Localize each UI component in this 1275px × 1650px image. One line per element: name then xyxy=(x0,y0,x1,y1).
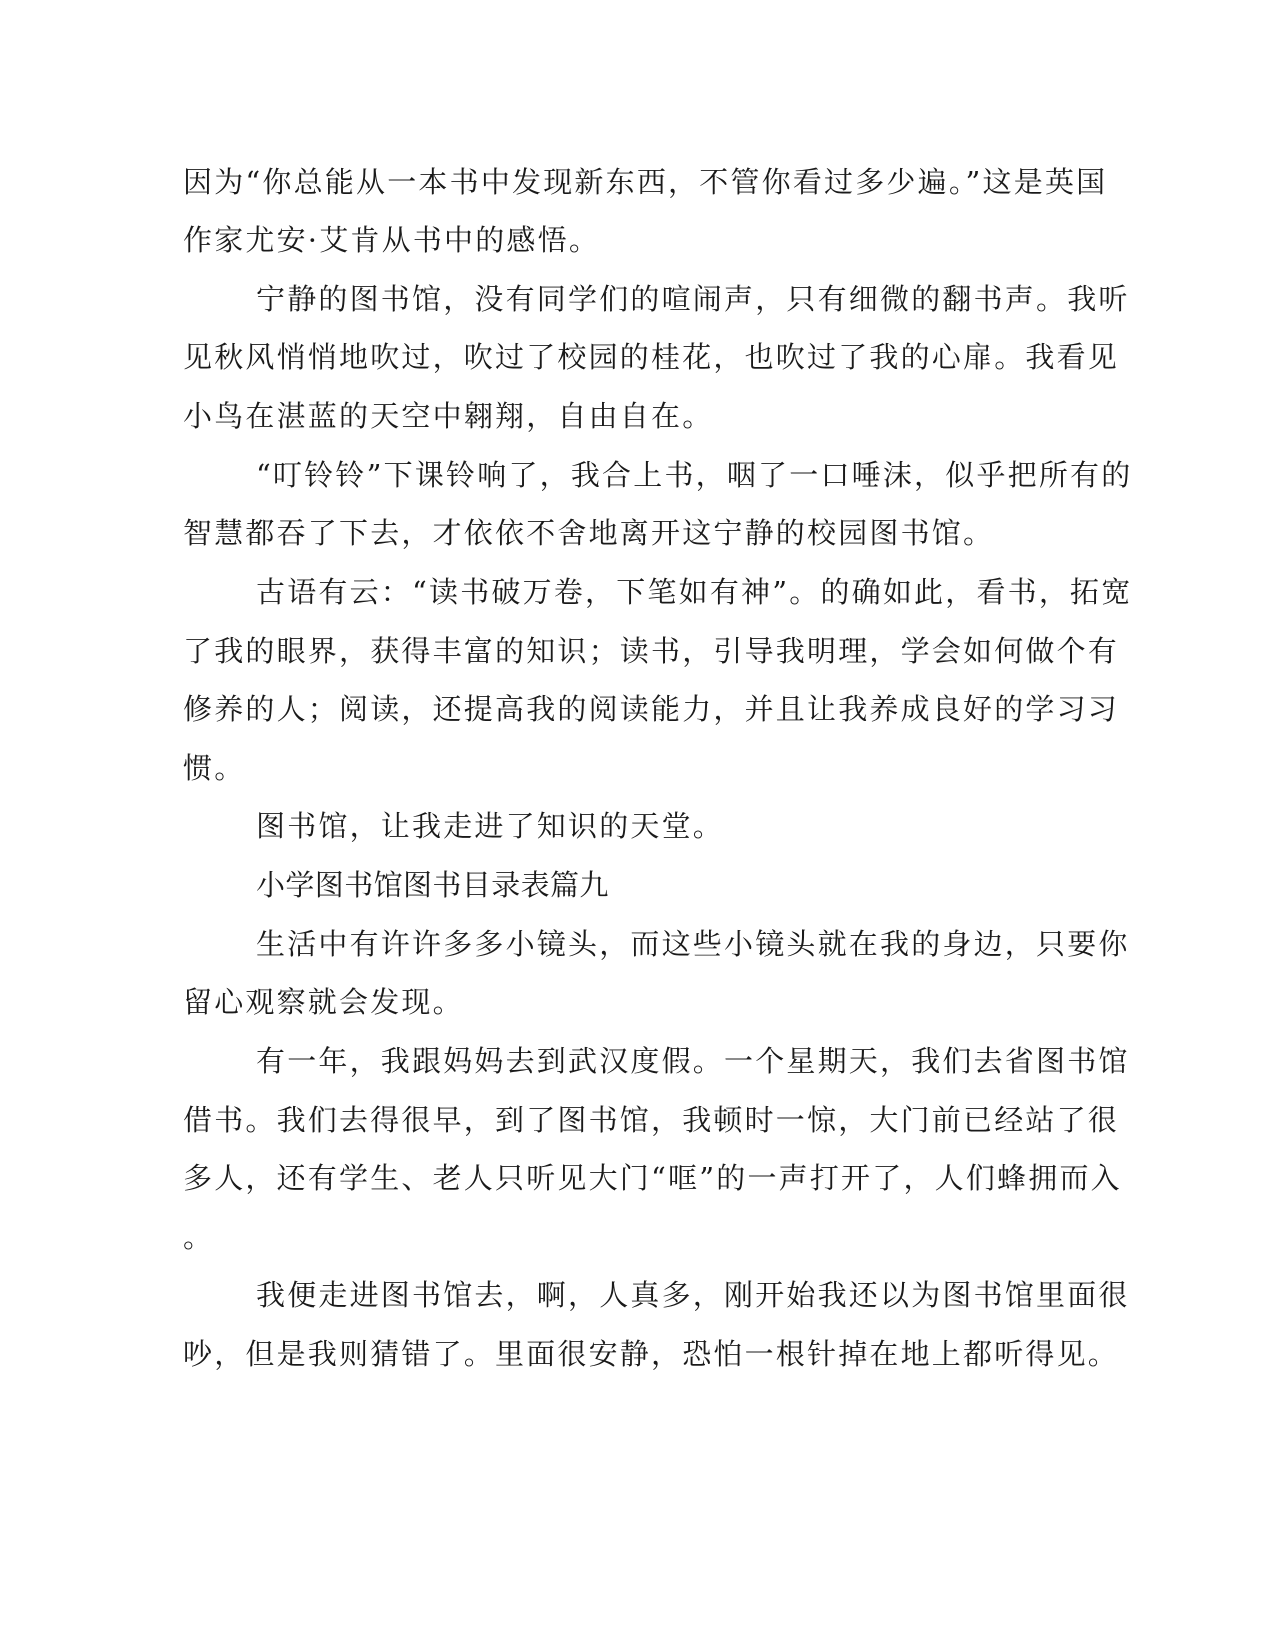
paragraph-start: 生活中有许许多多小镜头，而这些小镜头就在我的身边，只要你 xyxy=(256,927,1130,961)
section-heading: 小学图书馆图书目录表篇九 xyxy=(256,868,609,902)
text-line: 因为“你总能从一本书中发现新东西，不管你看过多少遍。”这是英国 xyxy=(183,165,1108,199)
paragraph-start: 有一年，我跟妈妈去到武汉度假。一个星期天，我们去省图书馆 xyxy=(256,1044,1130,1078)
paragraph-start: 我便走进图书馆去，啊，人真多，刚开始我还以为图书馆里面很 xyxy=(256,1278,1130,1312)
text-line: 借书。我们去得很早，到了图书馆，我顿时一惊，大门前已经站了很 xyxy=(183,1103,1120,1137)
text-line: 修养的人；阅读，还提高我的阅读能力，并且让我养成良好的学习习 xyxy=(183,692,1120,726)
paragraph-start: 古语有云：“读书破万卷，下笔如有神”。的确如此，看书，拓宽 xyxy=(256,575,1133,609)
text-line: 了我的眼界，获得丰富的知识；读书，引导我明理，学会如何做个有 xyxy=(183,634,1120,668)
text-line: 吵，但是我则猜错了。里面很安静，恐怕一根针掉在地上都听得见。 xyxy=(183,1337,1120,1371)
text-line: 多人，还有学生、老人只听见大门“哐”的一声打开了，人们蜂拥而入 xyxy=(183,1161,1122,1195)
text-line: 留心观察就会发现。 xyxy=(183,985,464,1019)
paragraph-start: 宁静的图书馆，没有同学们的喧闹声，只有细微的翻书声。我听 xyxy=(256,282,1130,316)
text-line: 。 xyxy=(183,1220,215,1254)
paragraph-start: “叮铃铃”下课铃响了，我合上书，咽了一口唾沫，似乎把所有的 xyxy=(256,458,1133,492)
text-line: 作家尤安·艾肯从书中的感悟。 xyxy=(183,223,601,257)
paragraph-start: 图书馆，让我走进了知识的天堂。 xyxy=(256,809,725,843)
text-line: 惯。 xyxy=(183,751,246,785)
text-line: 见秋风悄悄地吹过，吹过了校园的桂花，也吹过了我的心扉。我看见 xyxy=(183,340,1120,374)
text-line: 智慧都吞了下去，才依依不舍地离开这宁静的校园图书馆。 xyxy=(183,516,995,550)
text-line: 小鸟在湛蓝的天空中翱翔，自由自在。 xyxy=(183,399,714,433)
